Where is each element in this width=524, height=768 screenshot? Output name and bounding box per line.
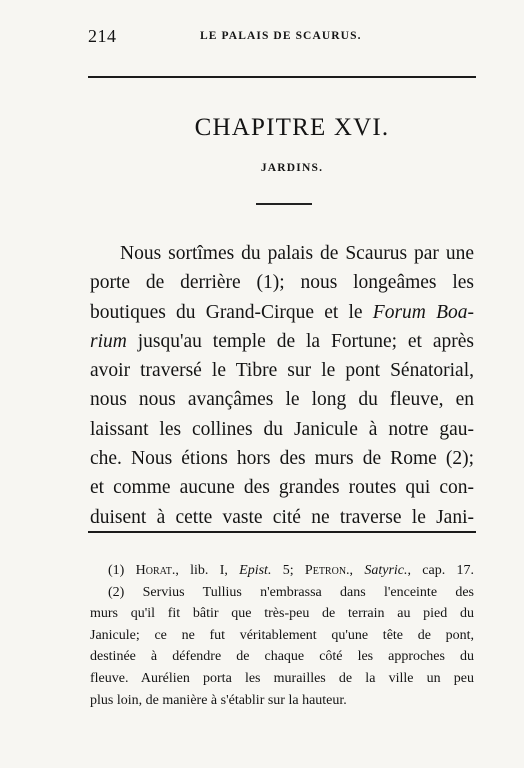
section-divider [256, 203, 312, 205]
body-line: rium jusqu'au temple de la Fortune; et après [90, 330, 474, 352]
body-line: duisent à cette vaste cité ne traverse le Jani- [90, 506, 474, 528]
chapter-title: CHAPITRE XVI. [194, 114, 390, 141]
running-title: LE PALAIS DE SCAURUS. [200, 30, 362, 42]
running-head [88, 26, 440, 46]
footnote-2-line: plus loin, de manière à s'établir sur la hauteur. [90, 692, 347, 708]
section-title: JARDINS. [260, 162, 324, 174]
body-line: porte de derrière (1); nous longeâmes les [90, 272, 474, 294]
footnote-1: (1) Horat., lib. I, Epist. 5; Petron., Satyric., cap. 17. [108, 563, 475, 578]
body-line: laissant les collines du Janicule à notre gau- [90, 418, 474, 440]
body-line: avoir traversé le Tibre sur le pont Sénatorial, [90, 360, 474, 382]
page-number: 214 [88, 26, 117, 46]
body-line: boutiques du Grand-Cirque et le Forum Boa- [90, 301, 474, 323]
footnotes [90, 560, 474, 711]
footnote-rule [88, 531, 476, 533]
header-rule [88, 76, 476, 78]
body-text [90, 239, 474, 532]
footnote-2-line: destinée à défendre de chaque côté les approches du [90, 649, 474, 665]
body-line: et comme aucune des grandes routes qui con- [90, 477, 474, 499]
footnote-2-line: fleuve. Aurélien porta les murailles de la ville un peu [90, 670, 474, 686]
body-line: nous nous avançâmes le long du fleuve, en [90, 389, 474, 411]
footnote-2-line: murs qu'il fit bâtir que très-peu de terrain au pied du [90, 606, 474, 622]
body-line: che. Nous étions hors des murs de Rome (2); [90, 448, 474, 470]
footnote-2-line: Janicule; ce ne fut véritablement qu'une tête de pont, [90, 627, 474, 643]
footnote-2-line: (2) Servius Tullius n'embrassa dans l'enceinte des [108, 584, 474, 600]
body-line: Nous sortîmes du palais de Scaurus par une [120, 243, 474, 264]
